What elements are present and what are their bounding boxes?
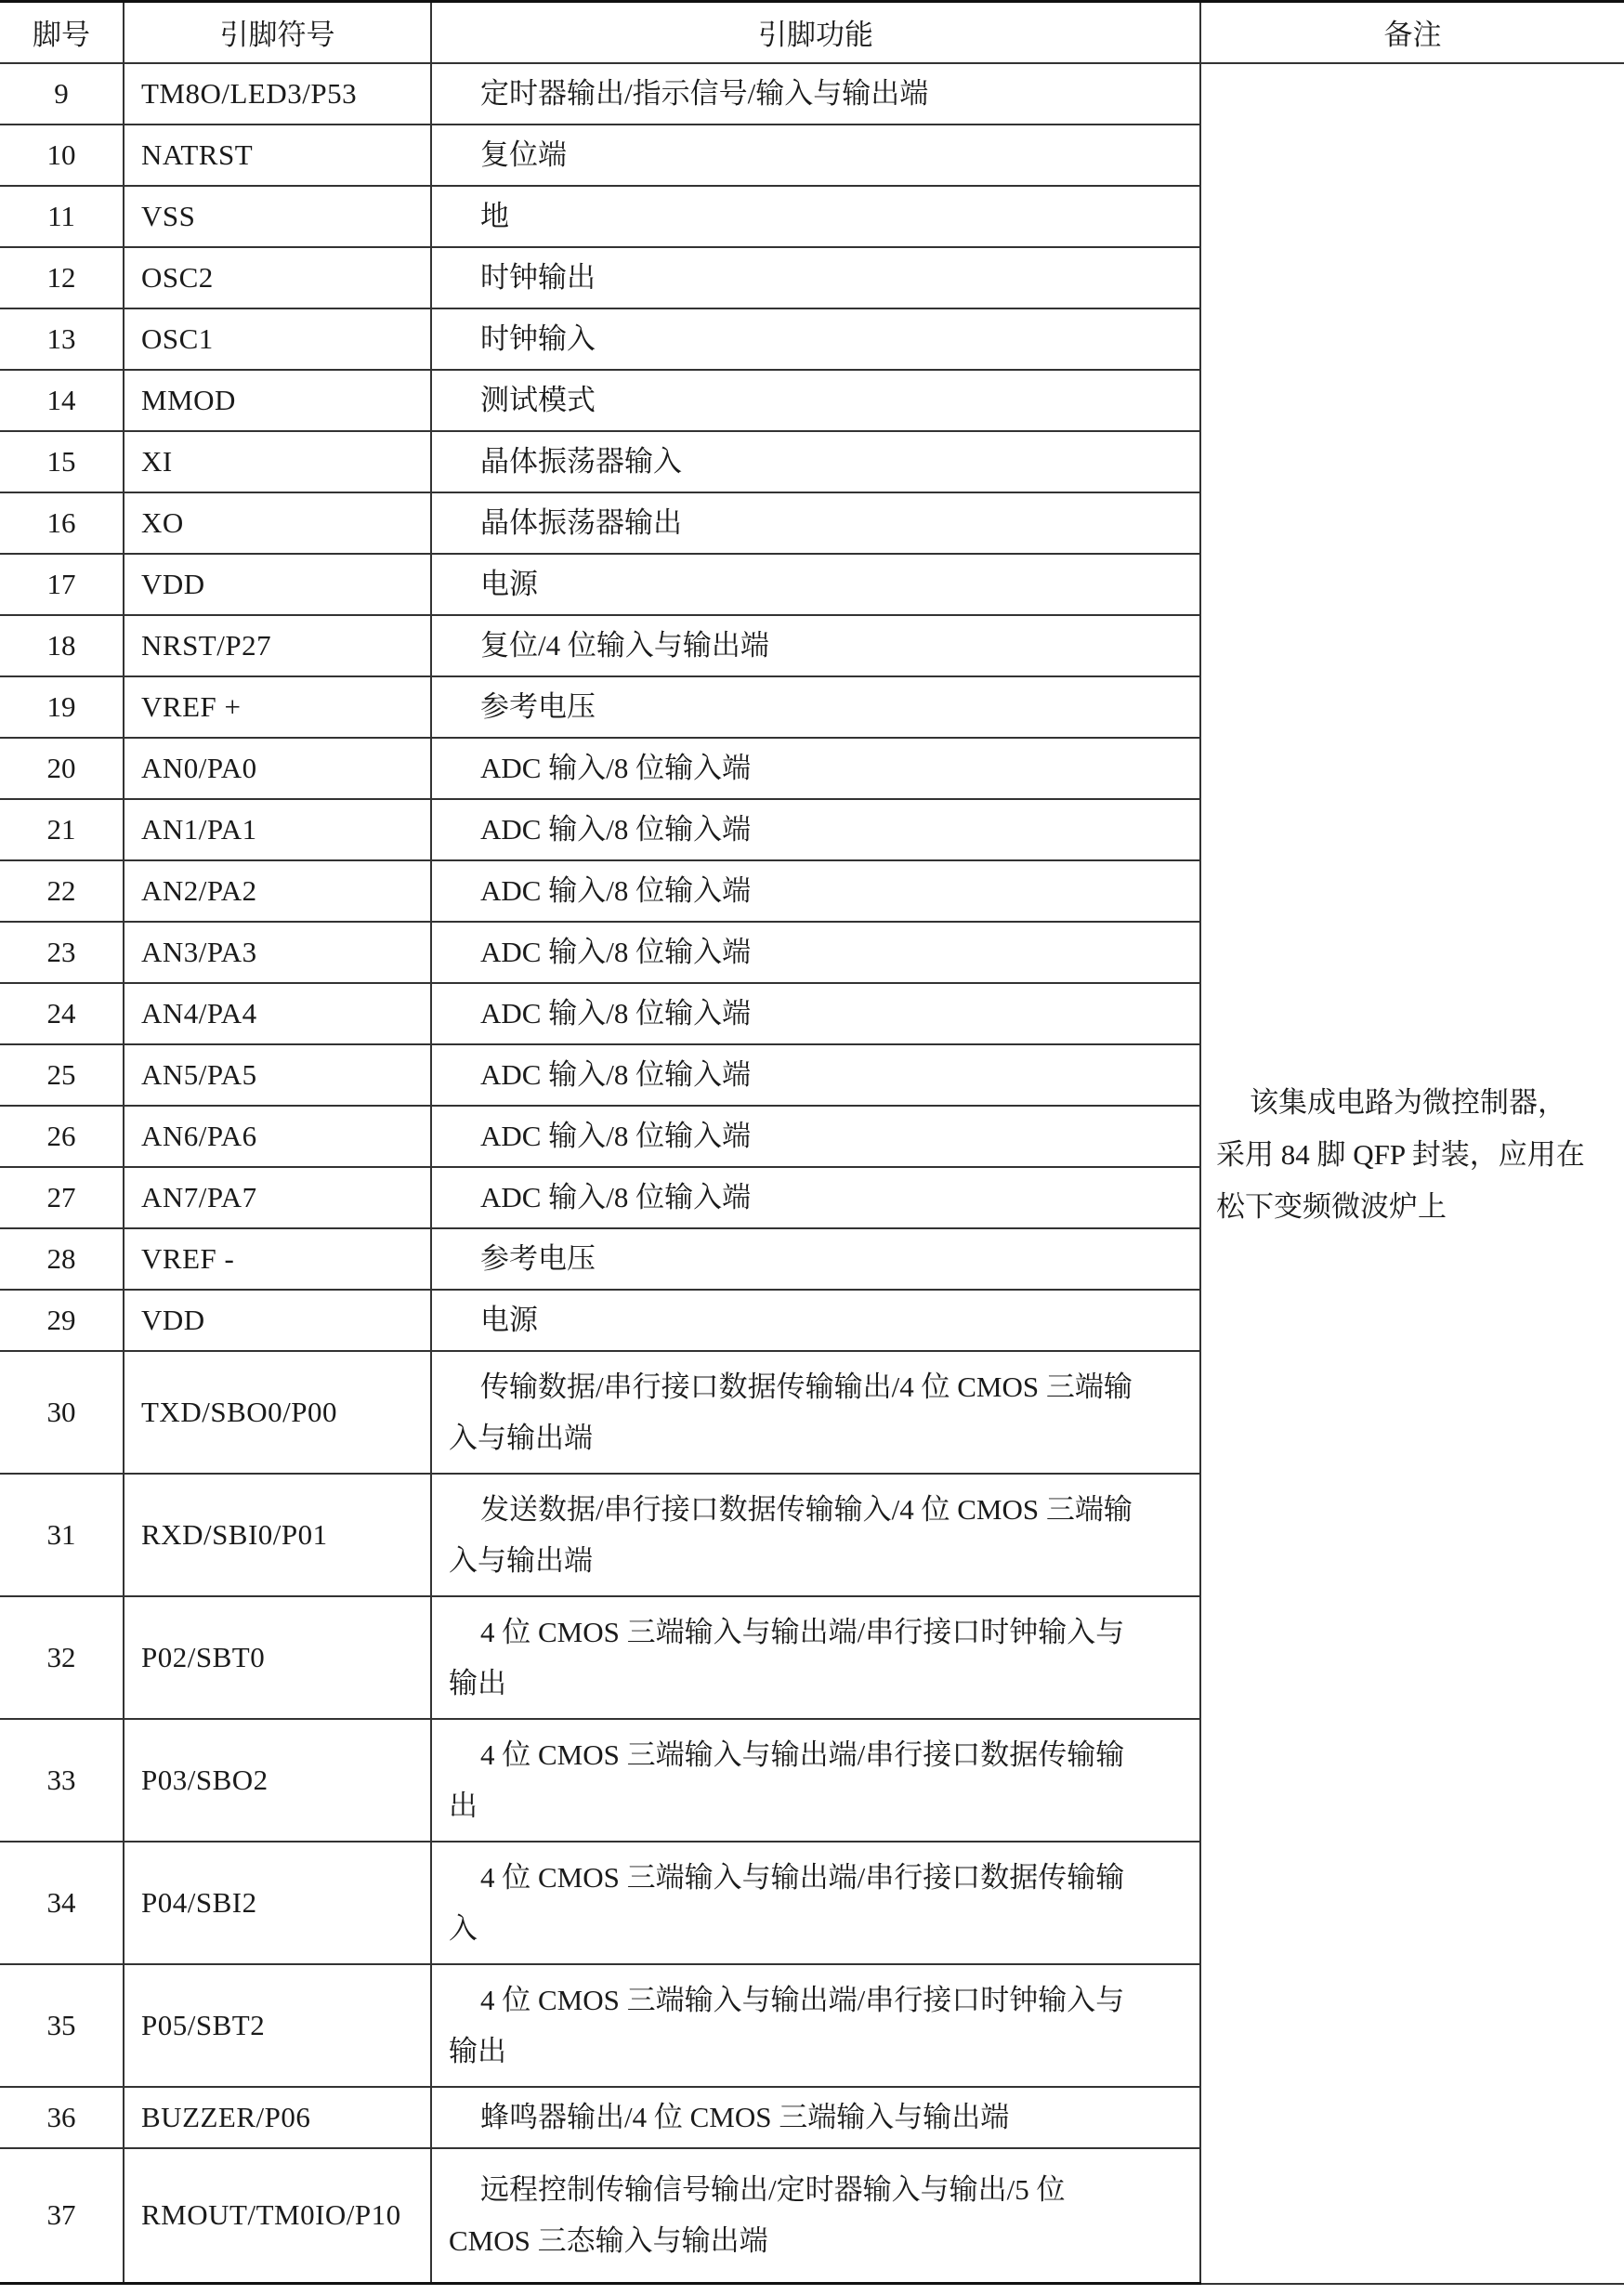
pin-function	[431, 676, 1200, 738]
pin-number: 26	[0, 1106, 124, 1167]
pin-symbol: BUZZER/P06	[124, 2087, 431, 2148]
pin-number: 14	[0, 370, 124, 431]
pin-number: 15	[0, 431, 124, 492]
pin-number: 9	[0, 63, 124, 125]
pin-symbol: TM8O/LED3/P53	[124, 63, 431, 125]
table-header-row	[0, 2, 1624, 63]
pin-function	[431, 860, 1200, 922]
pin-number: 11	[0, 186, 124, 247]
pin-function-text: ADC 输入/8 位输入端	[480, 1181, 752, 1213]
pin-number: 34	[0, 1842, 124, 1964]
pin-function	[431, 1842, 1200, 1964]
pin-function-text: 晶体振荡器输出	[480, 506, 682, 539]
pin-function-text: 晶体振荡器输入	[480, 445, 682, 478]
pin-function	[431, 1351, 1200, 1474]
pin-function	[431, 615, 1200, 676]
pin-symbol: RMOUT/TM0IO/P10	[124, 2148, 431, 2284]
pin-number: 10	[0, 125, 124, 186]
pin-function-text: ADC 输入/8 位输入端	[480, 997, 752, 1029]
pin-function-text: ADC 输入/8 位输入端	[480, 874, 752, 907]
pin-function-text: ADC 输入/8 位输入端	[480, 752, 752, 784]
pin-symbol: AN1/PA1	[124, 799, 431, 860]
pin-function	[431, 1596, 1200, 1719]
pin-symbol: AN3/PA3	[124, 922, 431, 983]
pin-number: 23	[0, 922, 124, 983]
pin-number: 12	[0, 247, 124, 308]
pin-symbol: P03/SBO2	[124, 1719, 431, 1842]
pin-symbol: MMOD	[124, 370, 431, 431]
pin-function-text: 复位端	[480, 138, 567, 171]
note-line: 该集成电路为微控制器，	[1250, 1085, 1566, 1119]
pin-function	[431, 2148, 1200, 2284]
pin-function-text: 电源	[480, 1304, 538, 1336]
pin-symbol: XO	[124, 492, 431, 554]
pin-function-text: 传输数据/串行接口数据传输输出/4 位 CMOS 三端输	[480, 1370, 1133, 1403]
pin-number: 17	[0, 554, 124, 615]
note-text	[1216, 1077, 1611, 1233]
pin-function-text: 复位/4 位输入与输出端	[480, 629, 769, 662]
pin-function	[431, 125, 1200, 186]
pin-symbol: AN4/PA4	[124, 983, 431, 1044]
pin-symbol: VDD	[124, 1290, 431, 1351]
pin-function	[431, 738, 1200, 799]
pin-function-text: 输出	[449, 2034, 506, 2067]
pin-function	[431, 431, 1200, 492]
pin-function-text: 远程控制传输信号输出/定时器输入与输出/5 位	[480, 2173, 1066, 2207]
pin-number: 36	[0, 2087, 124, 2148]
pin-symbol: AN5/PA5	[124, 1044, 431, 1106]
table-row	[0, 63, 1624, 125]
pin-function-text: 时钟输入	[480, 322, 596, 355]
pin-number: 30	[0, 1351, 124, 1474]
pin-function	[431, 554, 1200, 615]
pin-function	[431, 1290, 1200, 1351]
pin-function	[431, 1044, 1200, 1106]
pin-function-text: 电源	[480, 568, 538, 600]
pin-number: 33	[0, 1719, 124, 1842]
pin-number: 19	[0, 676, 124, 738]
pin-function-text: ADC 输入/8 位输入端	[480, 813, 752, 846]
pin-function-text: 测试模式	[480, 384, 596, 416]
pin-function-text: ADC 输入/8 位输入端	[480, 1120, 752, 1152]
pin-function-text: 发送数据/串行接口数据传输输入/4 位 CMOS 三端输	[480, 1492, 1133, 1526]
pin-number: 16	[0, 492, 124, 554]
pin-function	[431, 1167, 1200, 1228]
pin-symbol: VSS	[124, 186, 431, 247]
pin-function-text: 蜂鸣器输出/4 位 CMOS 三端输入与输出端	[480, 2101, 1010, 2133]
pin-number: 21	[0, 799, 124, 860]
note-line: 松下变频微波炉上	[1216, 1189, 1447, 1223]
pin-function-text: 地	[480, 200, 509, 232]
pin-function-text: 入	[449, 1911, 478, 1945]
pin-function-text: 4 位 CMOS 三端输入与输出端/串行接口时钟输入与	[480, 1615, 1125, 1648]
pin-symbol: AN7/PA7	[124, 1167, 431, 1228]
pin-function-text: 时钟输出	[480, 261, 596, 294]
note-cell	[1200, 63, 1624, 2284]
pin-function	[431, 186, 1200, 247]
pin-function	[431, 1228, 1200, 1290]
pin-symbol: NRST/P27	[124, 615, 431, 676]
pin-symbol: P05/SBT2	[124, 1964, 431, 2087]
pin-symbol: AN0/PA0	[124, 738, 431, 799]
header-pin-symbol: 引脚符号	[124, 2, 431, 63]
pin-number: 29	[0, 1290, 124, 1351]
pin-symbol: AN6/PA6	[124, 1106, 431, 1167]
pin-function-text: ADC 输入/8 位输入端	[480, 936, 752, 968]
pin-number: 18	[0, 615, 124, 676]
pin-number: 31	[0, 1474, 124, 1596]
header-note: 备注	[1200, 2, 1624, 63]
pin-number: 20	[0, 738, 124, 799]
pin-function	[431, 63, 1200, 125]
pin-symbol: RXD/SBI0/P01	[124, 1474, 431, 1596]
pin-function-text: 入与输出端	[449, 1543, 593, 1577]
pin-symbol: P02/SBT0	[124, 1596, 431, 1719]
header-pin-function: 引脚功能	[431, 2, 1200, 63]
pin-symbol: VREF +	[124, 676, 431, 738]
pin-function-text: 定时器输出/指示信号/输入与输出端	[480, 77, 929, 110]
header-pin-number: 脚号	[0, 2, 124, 63]
pin-function-text: 参考电压	[480, 1242, 596, 1275]
pin-function	[431, 492, 1200, 554]
pin-symbol: VREF -	[124, 1228, 431, 1290]
pin-function	[431, 1964, 1200, 2087]
pin-number: 28	[0, 1228, 124, 1290]
pin-symbol: AN2/PA2	[124, 860, 431, 922]
pin-function	[431, 1106, 1200, 1167]
pin-function	[431, 308, 1200, 370]
pin-number: 32	[0, 1596, 124, 1719]
pin-number: 35	[0, 1964, 124, 2087]
pin-symbol: OSC1	[124, 308, 431, 370]
pin-function-text: 4 位 CMOS 三端输入与输出端/串行接口时钟输入与	[480, 1983, 1125, 2016]
pin-number: 24	[0, 983, 124, 1044]
pin-number: 13	[0, 308, 124, 370]
pin-number: 37	[0, 2148, 124, 2284]
pin-function-text: 输出	[449, 1666, 506, 1699]
pin-function-text: ADC 输入/8 位输入端	[480, 1058, 752, 1091]
pin-symbol: OSC2	[124, 247, 431, 308]
pin-symbol: XI	[124, 431, 431, 492]
note-line: 采用 84 脚 QFP 封装，应用在	[1216, 1137, 1585, 1171]
pin-symbol: P04/SBI2	[124, 1842, 431, 1964]
pin-symbol: TXD/SBO0/P00	[124, 1351, 431, 1474]
pin-function	[431, 247, 1200, 308]
pin-function	[431, 370, 1200, 431]
pin-function	[431, 1719, 1200, 1842]
pin-function	[431, 922, 1200, 983]
pin-function-text: 4 位 CMOS 三端输入与输出端/串行接口数据传输输	[480, 1738, 1125, 1771]
pin-function	[431, 983, 1200, 1044]
pin-function-text: 入与输出端	[449, 1421, 593, 1454]
pin-number: 25	[0, 1044, 124, 1106]
pin-number: 22	[0, 860, 124, 922]
pin-symbol: NATRST	[124, 125, 431, 186]
pin-function	[431, 1474, 1200, 1596]
pin-function	[431, 799, 1200, 860]
pin-function-text: 参考电压	[480, 690, 596, 723]
pin-function-text: 4 位 CMOS 三端输入与输出端/串行接口数据传输输	[480, 1860, 1125, 1894]
pin-symbol: VDD	[124, 554, 431, 615]
pin-number: 27	[0, 1167, 124, 1228]
pin-function-text: 出	[449, 1789, 478, 1822]
pin-function	[431, 2087, 1200, 2148]
pin-function-text: CMOS 三态输入与输出端	[449, 2224, 768, 2258]
